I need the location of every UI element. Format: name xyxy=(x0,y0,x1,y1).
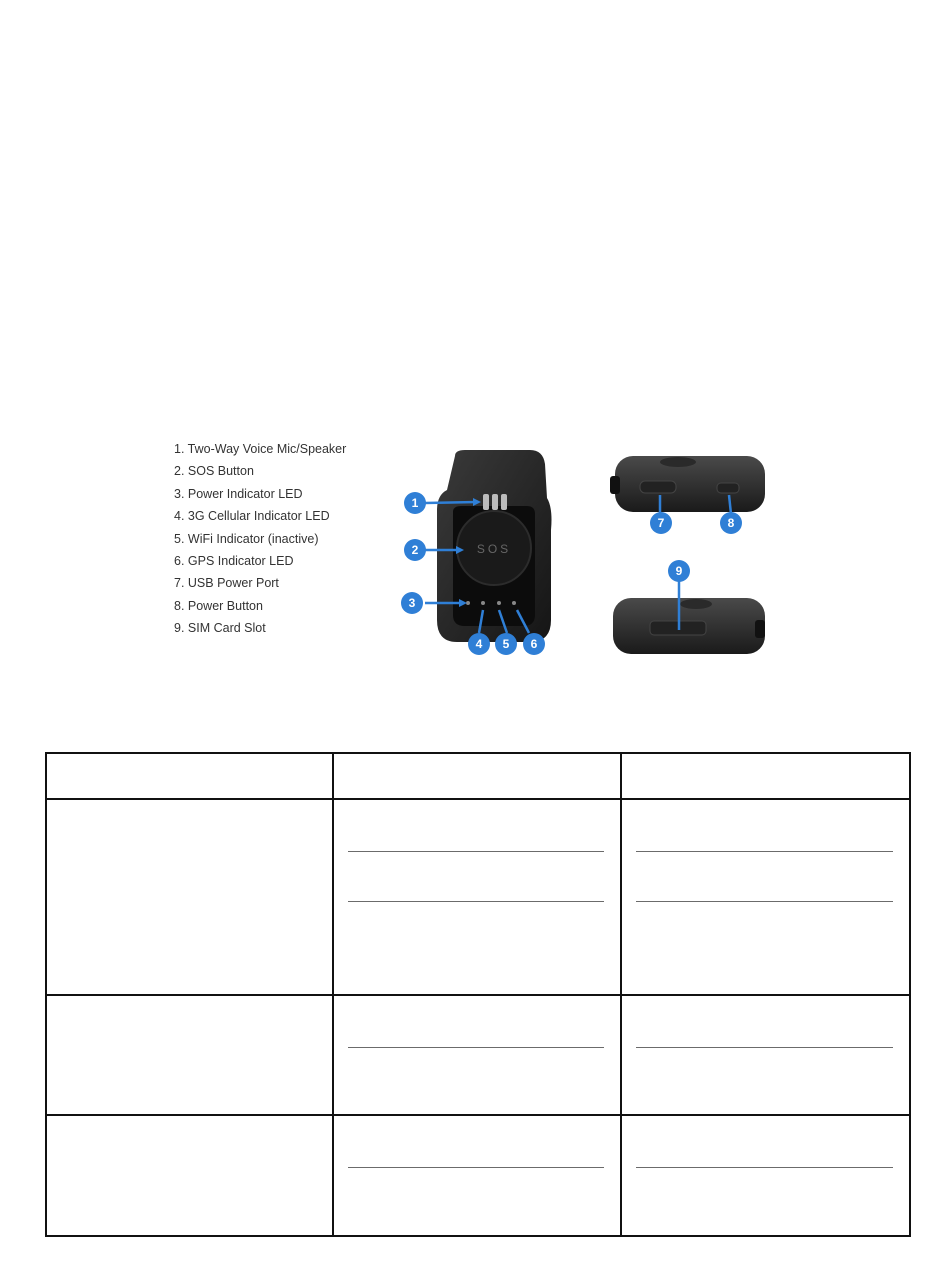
legend-item: 6. GPS Indicator LED xyxy=(174,554,294,569)
header-cell xyxy=(46,753,333,799)
table-row xyxy=(46,995,910,1115)
callout-number: 3 xyxy=(408,596,416,610)
component-legend xyxy=(174,438,346,640)
write-in-line[interactable] xyxy=(636,851,893,852)
legend-item: 5. WiFi Indicator (inactive) xyxy=(174,531,319,546)
entry-cell xyxy=(333,799,621,995)
legend-item: 7. USB Power Port xyxy=(174,576,279,591)
callout-number: 4 xyxy=(475,637,483,651)
callout-number: 2 xyxy=(411,543,419,557)
legend-item: 8. Power Button xyxy=(174,598,263,613)
table-row xyxy=(46,799,910,995)
write-in-line[interactable] xyxy=(348,1167,604,1168)
entry-cell xyxy=(621,995,910,1115)
device-bottom-side-view xyxy=(613,598,765,654)
sos-label: SOS xyxy=(476,542,512,556)
table-row xyxy=(46,1115,910,1236)
header-cell xyxy=(333,753,621,799)
callout-number: 7 xyxy=(657,516,665,530)
cellular-led-icon xyxy=(481,601,485,605)
speaker-grille-icon xyxy=(483,494,507,510)
power-button-graphic xyxy=(717,483,739,493)
legend-item: 3. Power Indicator LED xyxy=(174,486,303,501)
device-front-view xyxy=(437,450,552,642)
callout-number: 6 xyxy=(530,637,538,651)
row-label-cell xyxy=(46,995,333,1115)
callout-number: 8 xyxy=(727,516,735,530)
blank-form-table xyxy=(45,752,911,1237)
legend-item: 9. SIM Card Slot xyxy=(174,621,266,636)
row-label-cell xyxy=(46,799,333,995)
device-diagram xyxy=(395,450,780,665)
write-in-line[interactable] xyxy=(348,901,604,902)
write-in-line[interactable] xyxy=(636,1167,893,1168)
write-in-line[interactable] xyxy=(636,901,893,902)
legend-item: 2. SOS Button xyxy=(174,464,254,479)
device-top-side-view xyxy=(610,456,765,512)
entry-cell xyxy=(621,1115,910,1236)
legend-item: 1. Two-Way Voice Mic/Speaker xyxy=(174,442,347,456)
callout-number: 9 xyxy=(675,564,683,578)
table-header-row xyxy=(46,753,910,799)
entry-cell xyxy=(621,799,910,995)
callout-number: 5 xyxy=(502,637,510,651)
row-label-cell xyxy=(46,1115,333,1236)
write-in-line[interactable] xyxy=(636,1047,893,1048)
write-in-line[interactable] xyxy=(348,851,604,852)
callout-number: 1 xyxy=(411,496,419,510)
header-cell xyxy=(621,753,910,799)
legend-item: 4. 3G Cellular Indicator LED xyxy=(174,509,330,524)
entry-cell xyxy=(333,995,621,1115)
wifi-led-icon xyxy=(497,601,501,605)
write-in-line[interactable] xyxy=(348,1047,604,1048)
usb-port-graphic xyxy=(640,481,676,493)
entry-cell xyxy=(333,1115,621,1236)
gps-led-icon xyxy=(512,601,516,605)
